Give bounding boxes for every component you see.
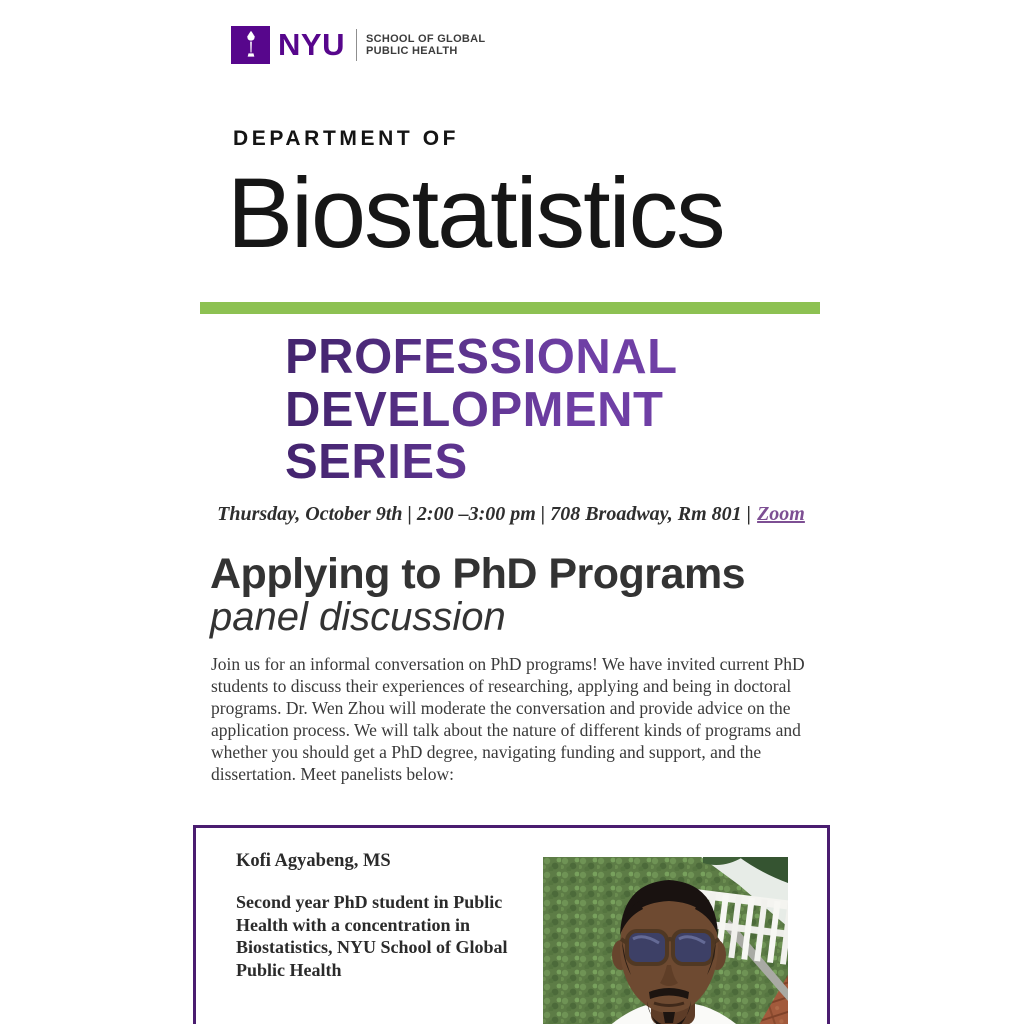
accent-bar [200,302,820,314]
event-title: Applying to PhD Programs [210,550,746,598]
event-description: Join us for an informal conversation on PhD programs! We have invited current PhD students to discuss their experiences of researching, applying and being in doctoral programs. Dr. Wen Zhou will moderate the conversation and provide advice on the application process. We will talk about the nature of different kinds of programs and whether you should get a PhD degree, navigating funding and support, and the dissertation. Meet panelists below: [211,654,805,784]
logo-school-name [366,33,485,58]
logo-school-line2: PUBLIC HEALTH [365,45,458,57]
nyu-logo [231,26,485,64]
series-title-line2: DEVELOPMENT [285,382,664,437]
department-label: DEPARTMENT OF [233,127,460,150]
event-subtitle: panel discussion [210,595,506,639]
panelist-card [193,825,830,1024]
logo-divider [356,29,357,61]
panelist-photo [543,857,788,1024]
event-details-text: Thursday, October 9th | 2:00 –3:00 pm | 708 Broadway, Rm 801 | [217,503,752,525]
series-title [285,331,678,489]
nyu-wordmark: NYU [278,27,345,62]
panelist-bio: Second year PhD student in Public Health with a concentration in Biostatistics, NYU School of Global Public Health [236,892,508,980]
series-title-line3: SERIES [285,435,468,489]
department-name: Biostatistics [227,157,724,268]
logo-school-line1: SCHOOL OF GLOBAL [365,32,486,45]
series-title-line1: PROFESSIONAL [285,330,678,384]
zoom-link[interactable]: Zoom [757,503,805,525]
event-details [200,503,822,526]
nyu-torch-icon [231,26,270,64]
panelist-name: Kofi Agyabeng, MS [236,851,391,871]
